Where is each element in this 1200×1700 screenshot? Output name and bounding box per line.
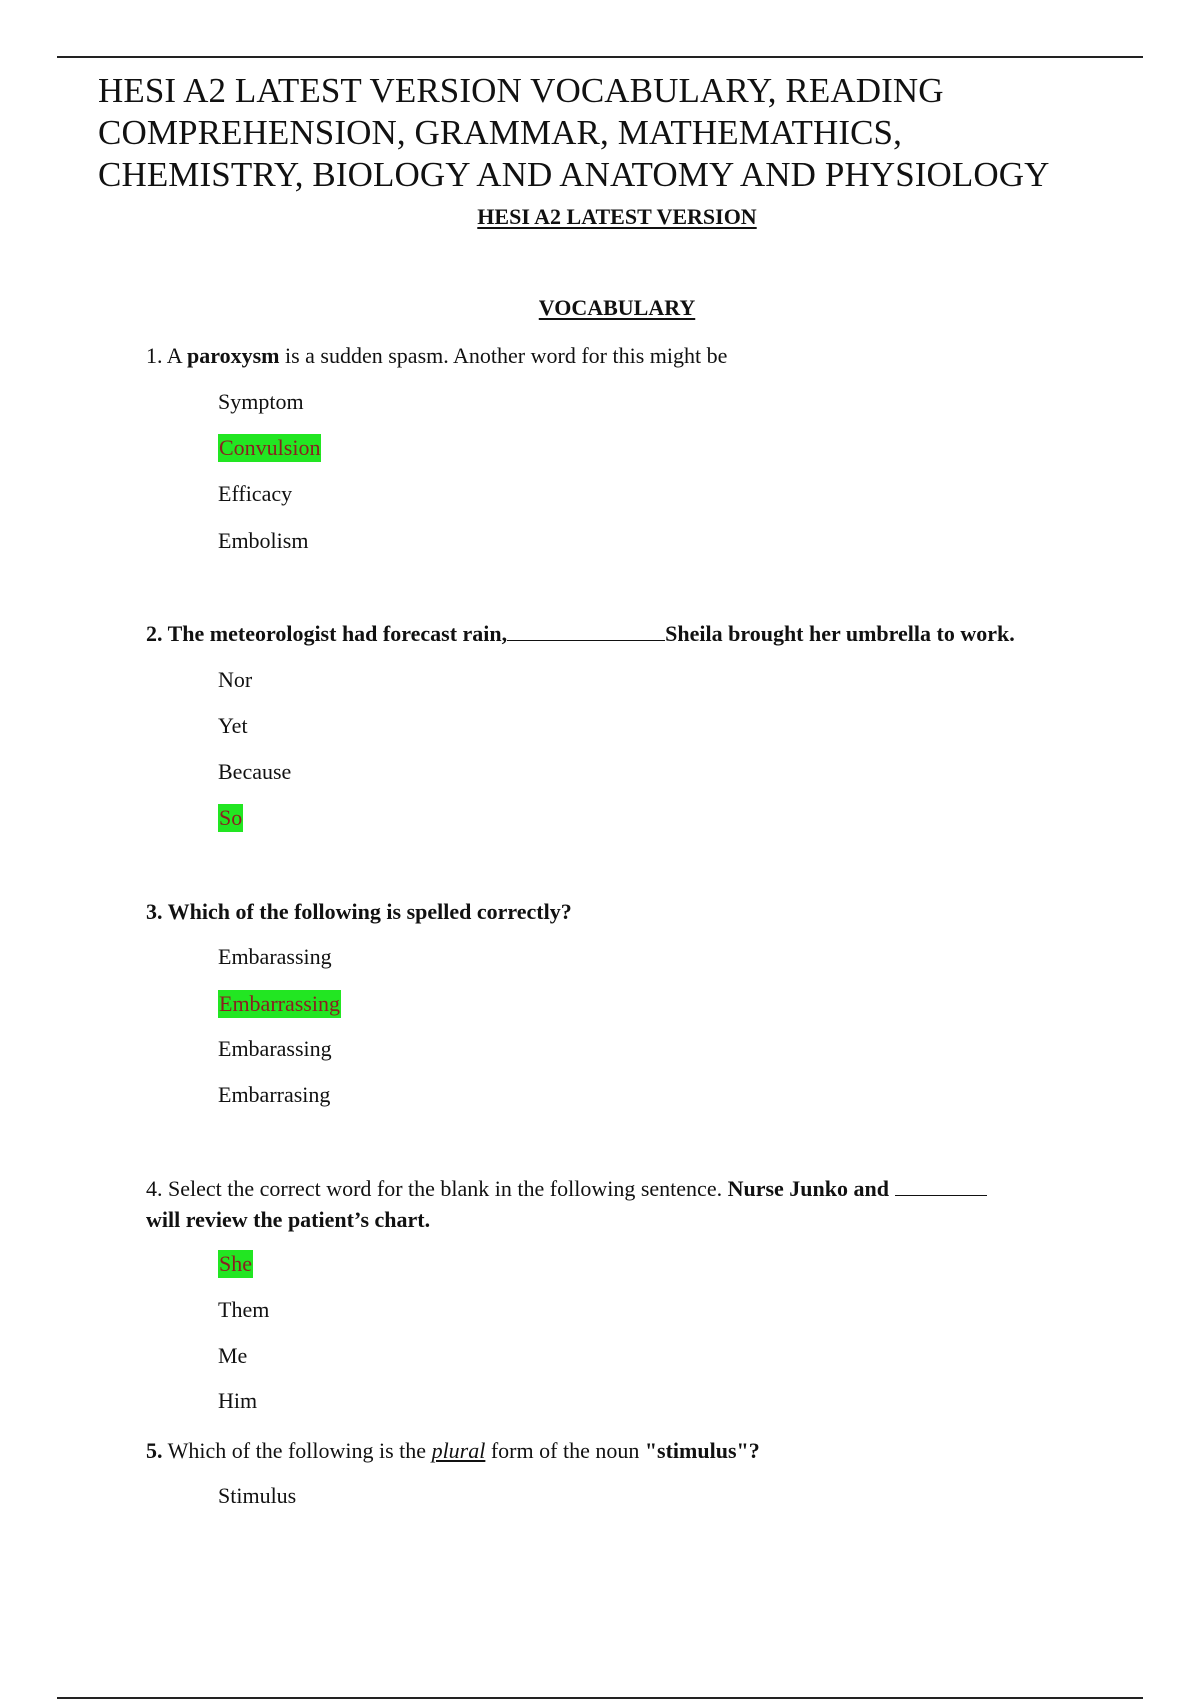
question-number: 3. xyxy=(146,899,163,924)
document-subtitle: HESI A2 LATEST VERSION xyxy=(477,204,757,229)
question-bold-text: Nurse Junko and xyxy=(727,1176,889,1201)
q4-option-1-correct[interactable]: She xyxy=(219,1251,252,1276)
q2-option-3[interactable]: Because xyxy=(218,759,292,784)
question-text: Sheila brought her umbrella to work. xyxy=(665,621,1015,646)
question-1 xyxy=(146,340,1146,371)
title-line-1: HESI A2 LATEST VERSION VOCABULARY, READING xyxy=(98,71,944,110)
question-2 xyxy=(146,618,1146,649)
q1-option-3[interactable]: Efficacy xyxy=(218,481,293,506)
q1-option-2-correct[interactable]: Convulsion xyxy=(219,435,321,460)
answer-blank xyxy=(895,1173,987,1196)
question-4 xyxy=(146,1173,1146,1235)
bottom-rule xyxy=(57,1697,1143,1699)
q1-option-4[interactable]: Embolism xyxy=(218,528,309,553)
q3-option-4[interactable]: Embarrasing xyxy=(218,1082,331,1107)
question-text: Which of the following is the xyxy=(167,1438,427,1463)
question-emphasis: plural xyxy=(431,1438,486,1463)
question-text: form of the noun xyxy=(490,1438,640,1463)
q4-option-3[interactable]: Me xyxy=(218,1343,248,1368)
question-number: 4. xyxy=(146,1176,163,1201)
q2-option-4-correct[interactable]: So xyxy=(219,805,243,830)
question-text: The meteorologist had forecast rain, xyxy=(167,621,508,646)
question-number: 2. xyxy=(146,621,163,646)
q5-option-1[interactable]: Stimulus xyxy=(218,1483,297,1508)
document-title xyxy=(98,70,1158,196)
title-line-2: COMPREHENSION, GRAMMAR, MATHEMATHICS, xyxy=(98,113,902,152)
question-number: 1. xyxy=(146,343,163,368)
q2-option-2[interactable]: Yet xyxy=(218,713,248,738)
q1-option-1[interactable]: Symptom xyxy=(218,389,304,414)
question-5 xyxy=(146,1435,1146,1466)
answer-blank xyxy=(507,618,665,641)
question-term: paroxysm xyxy=(186,343,280,368)
question-3 xyxy=(146,896,1146,927)
question-text: is a sudden spasm. Another word for this might be xyxy=(279,343,728,368)
title-line-3: CHEMISTRY, BIOLOGY AND ANATOMY AND PHYSIOLOGY xyxy=(98,155,1050,194)
q2-option-1[interactable]: Nor xyxy=(218,667,253,692)
q3-option-2-correct[interactable]: Embarrassing xyxy=(219,991,340,1016)
q3-option-1[interactable]: Embarassing xyxy=(218,944,332,969)
q4-option-2[interactable]: Them xyxy=(218,1297,270,1322)
top-rule xyxy=(57,56,1143,58)
q4-option-4[interactable]: Him xyxy=(218,1388,258,1413)
section-title-vocabulary: VOCABULARY xyxy=(538,295,696,320)
question-text: A xyxy=(166,343,187,368)
question-bold-text: will review the patient’s chart. xyxy=(146,1207,431,1232)
q3-option-3[interactable]: Embarassing xyxy=(218,1036,332,1061)
question-term: "stimulus"? xyxy=(644,1438,760,1463)
question-text: Select the correct word for the blank in the following sentence. xyxy=(168,1176,723,1201)
question-number: 5. xyxy=(146,1438,163,1463)
question-text: Which of the following is spelled correctly? xyxy=(167,899,572,924)
